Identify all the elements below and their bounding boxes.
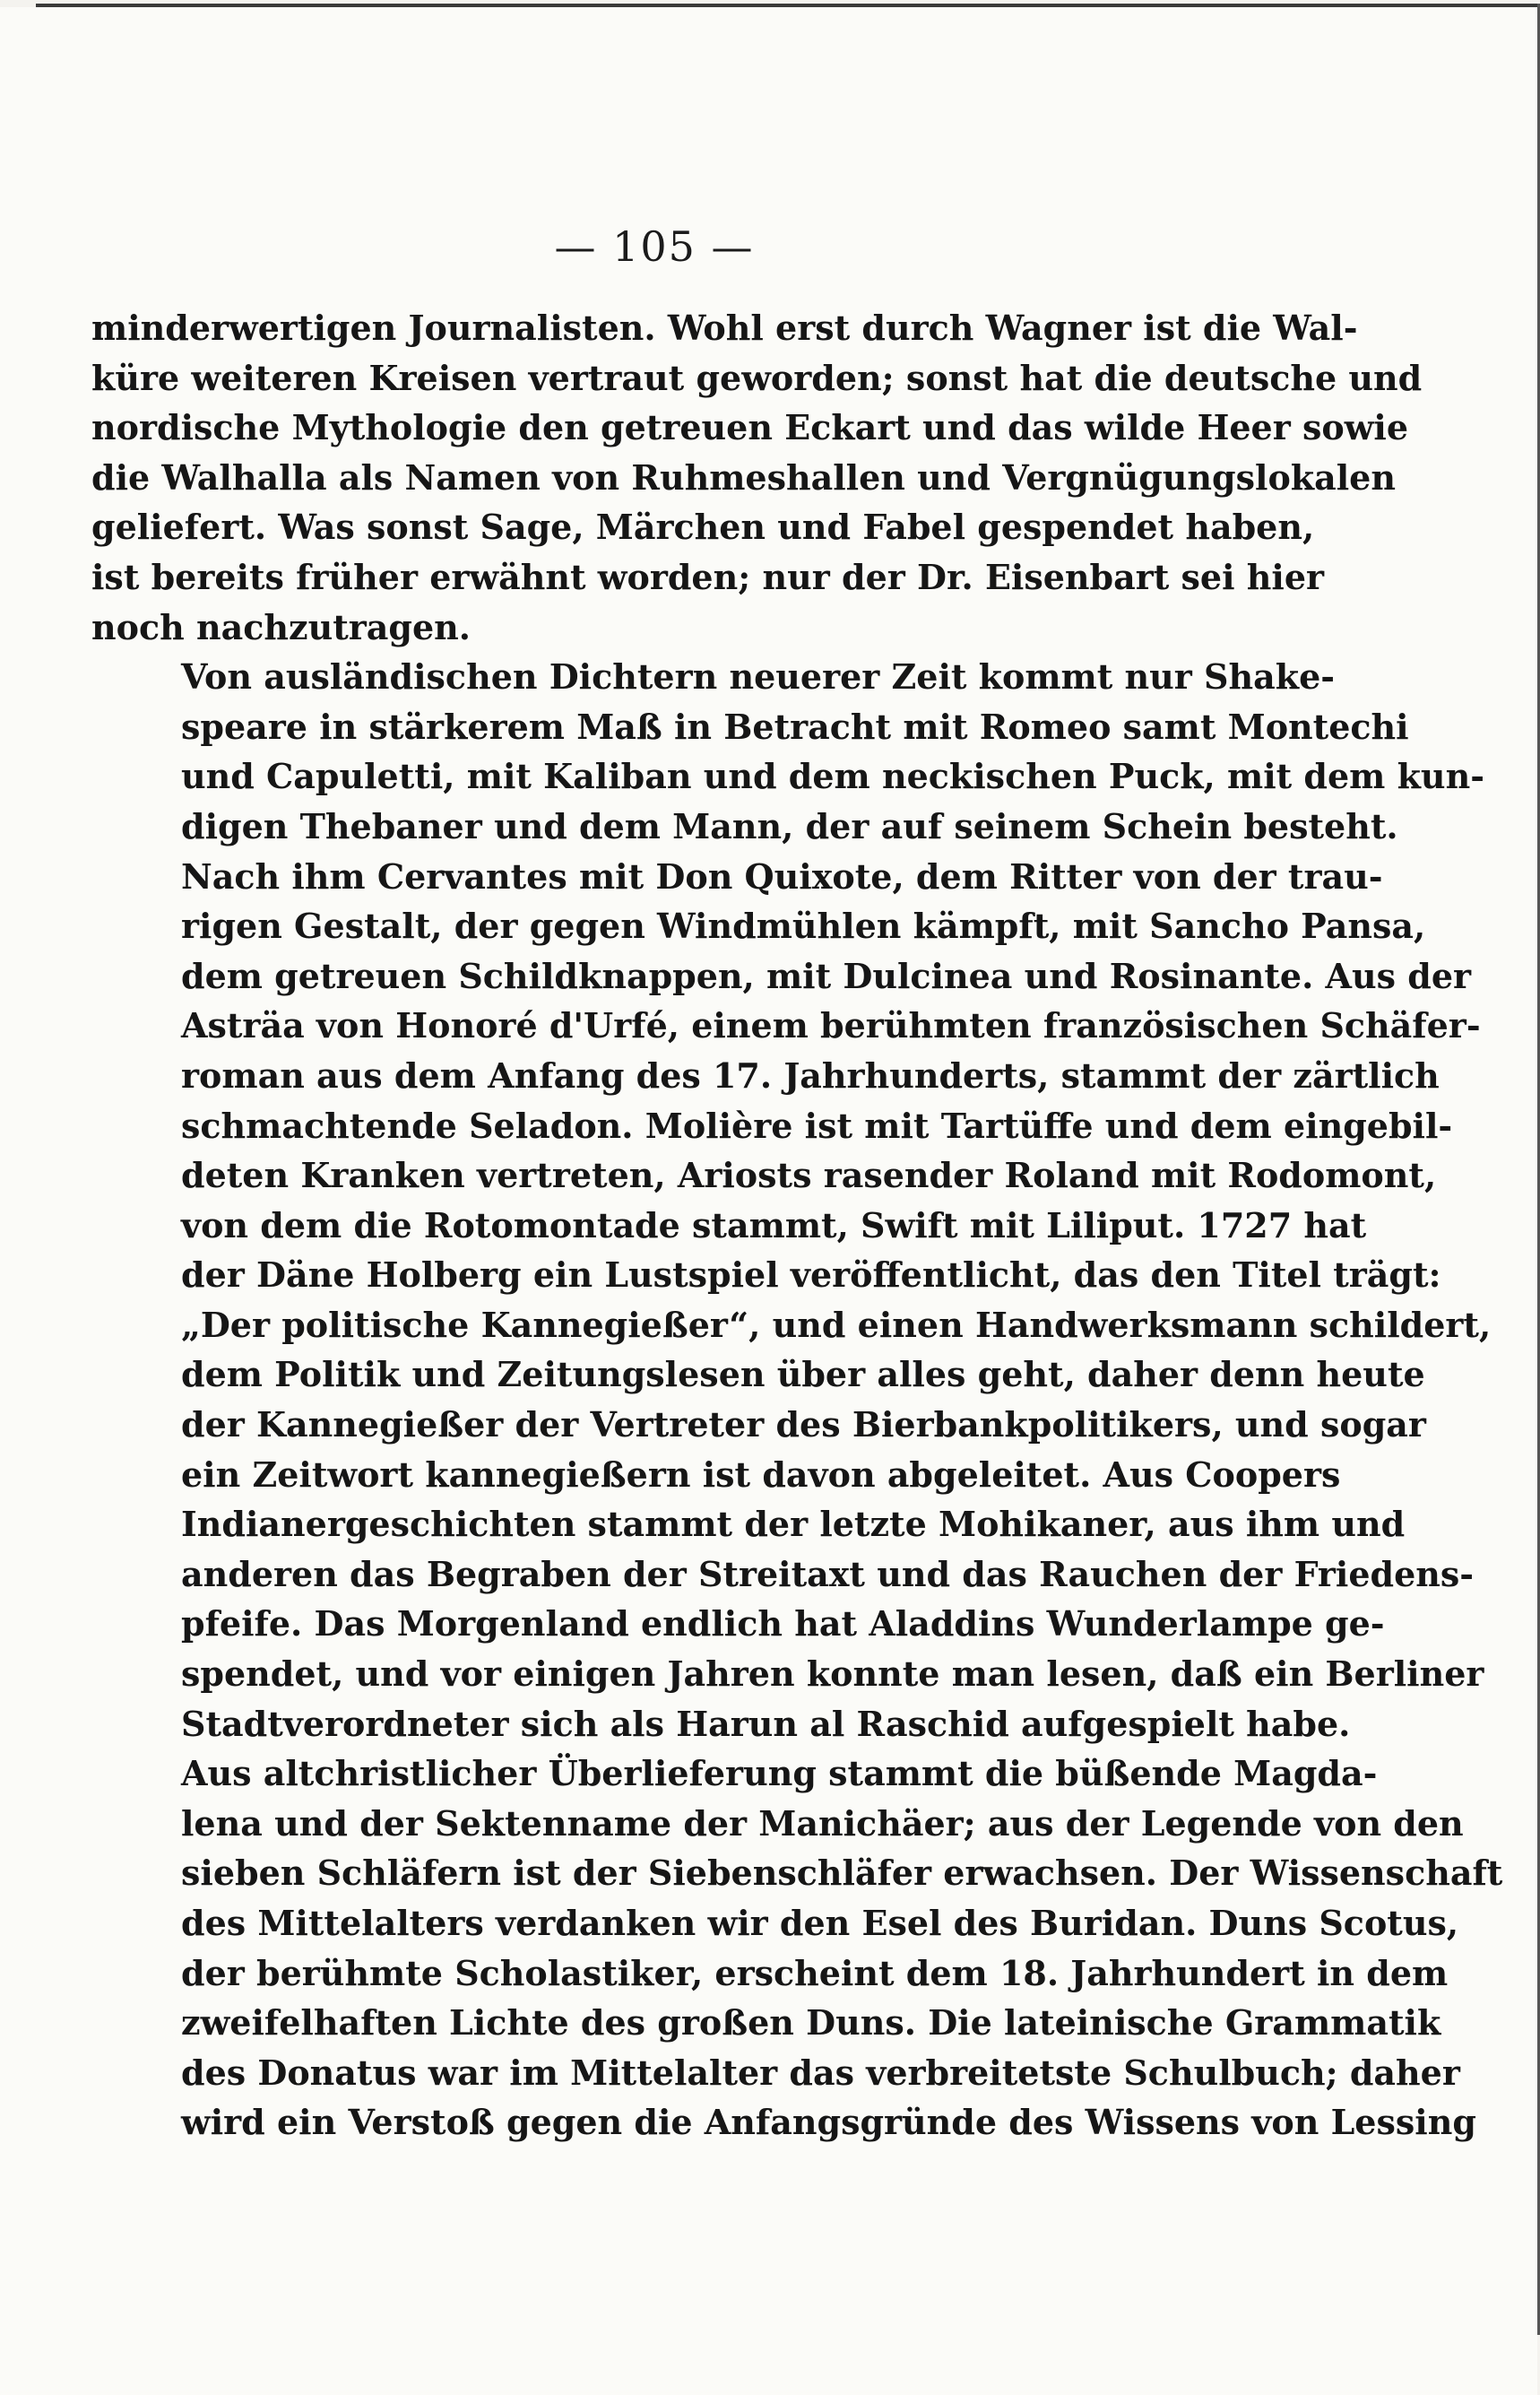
text-line: sieben Schläfern ist der Siebenschläfer erwachsen. Der Wissenschaft [181, 1853, 1503, 1894]
body-text [91, 303, 1503, 2148]
text-line: Indianergeschichten stammt der letzte Mohikaner, aus ihm und [181, 1504, 1406, 1545]
text-line: roman aus dem Anfang des 17. Jahrhunderts, stammt der zärtlich [181, 1054, 1440, 1096]
text-line: nordische Mythologie den getreuen Eckart und das wilde Heer sowie [91, 407, 1409, 448]
text-line: der berühmte Scholastiker, erscheint dem 18. Jahrhundert in dem [181, 1952, 1449, 1993]
text-line: ein Zeitwort kannegießern ist davon abgeleitet. Aus Coopers [181, 1453, 1341, 1495]
text-line: ist bereits früher erwähnt worden; nur der Dr. Eisenbart sei hier [91, 556, 1325, 597]
text-line: Stadtverordneter sich als Harun al Raschid aufgespielt habe. [181, 1703, 1351, 1744]
text-line: küre weiteren Kreisen vertraut geworden; sonst hat die deutsche und [91, 357, 1423, 398]
text-line: digen Thebaner und dem Mann, der auf seinem Schein besteht. [181, 805, 1398, 846]
text-line: deten Kranken vertreten, Ariosts rasender Roland mit Rodomont, [181, 1155, 1437, 1196]
page-number: — 105 — [554, 222, 755, 271]
text-line: minderwertigen Journalisten. Wohl erst durch Wagner ist die Wal- [91, 308, 1358, 348]
text-line: pfeife. Das Morgenland endlich hat Aladdins Wunderlampe ge- [181, 1603, 1385, 1644]
text-line: geliefert. Was sonst Sage, Märchen und Fabel gespendet haben, [91, 507, 1315, 548]
text-line: speare in stärkerem Maß in Betracht mit Romeo samt Montechi [181, 706, 1409, 747]
text-line: dem getreuen Schildknappen, mit Dulcinea und Rosinante. Aus der [181, 955, 1472, 996]
text-line: noch nachzutragen. [91, 606, 471, 647]
text-line: von dem die Rotomontade stammt, Swift mit Liliput. 1727 hat [181, 1204, 1367, 1245]
paragraph-1 [91, 303, 1423, 652]
text-line: Nach ihm Cervantes mit Don Quixote, dem Ritter von der trau- [181, 855, 1383, 897]
text-line: „Der politische Kannegießer“, und einen Handwerksmann schildert, [181, 1304, 1492, 1345]
text-line: der Däne Holberg ein Lustspiel veröffentlicht, das den Titel trägt: [181, 1254, 1441, 1296]
text-line: dem Politik und Zeitungslesen über alles geht, daher denn heute [181, 1354, 1425, 1395]
paragraph-3 [91, 1749, 1503, 2148]
text-line: der Kannegießer der Vertreter des Bierbankpolitikers, und sogar [181, 1404, 1426, 1445]
text-line: des Donatus war im Mittelalter das verbreitetste Schulbuch; daher [181, 2052, 1460, 2093]
text-line: Asträa von Honoré d'Urfé, einem berühmten französischen Schäfer- [181, 1005, 1481, 1046]
text-line: anderen das Begraben der Streitaxt und das Rauchen der Friedens- [181, 1553, 1475, 1594]
text-line: zweifelhaften Lichte des großen Duns. Die lateinische Grammatik [181, 2002, 1441, 2044]
text-line: des Mittelalters verdanken wir den Esel des Buridan. Duns Scotus, [181, 1903, 1459, 1943]
text-line: wird ein Verstoß gegen die Anfangsgründe des Wissens von Lessing [181, 2102, 1476, 2143]
text-line: lena und der Sektenname der Manichäer; aus der Legende von den [181, 1802, 1464, 1844]
text-line: die Walhalla als Namen von Ruhmeshallen und Vergnügungslokalen [91, 456, 1396, 498]
text-line: Aus altchristlicher Überlieferung stammt die büßende Magda- [181, 1753, 1378, 1794]
text-line: schmachtende Seladon. Molière ist mit Tartüffe und dem eingebil- [181, 1105, 1453, 1146]
paragraph-2 [91, 652, 1492, 1749]
text-line: rigen Gestalt, der gegen Windmühlen kämpft, mit Sancho Pansa, [181, 906, 1426, 947]
text-line: und Capuletti, mit Kaliban und dem neckischen Puck, mit dem kun- [181, 756, 1484, 797]
text-line: Von ausländischen Dichtern neuerer Zeit kommt nur Shake- [181, 656, 1336, 698]
text-line: spendet, und vor einigen Jahren konnte man lesen, daß ein Berliner [181, 1653, 1484, 1695]
